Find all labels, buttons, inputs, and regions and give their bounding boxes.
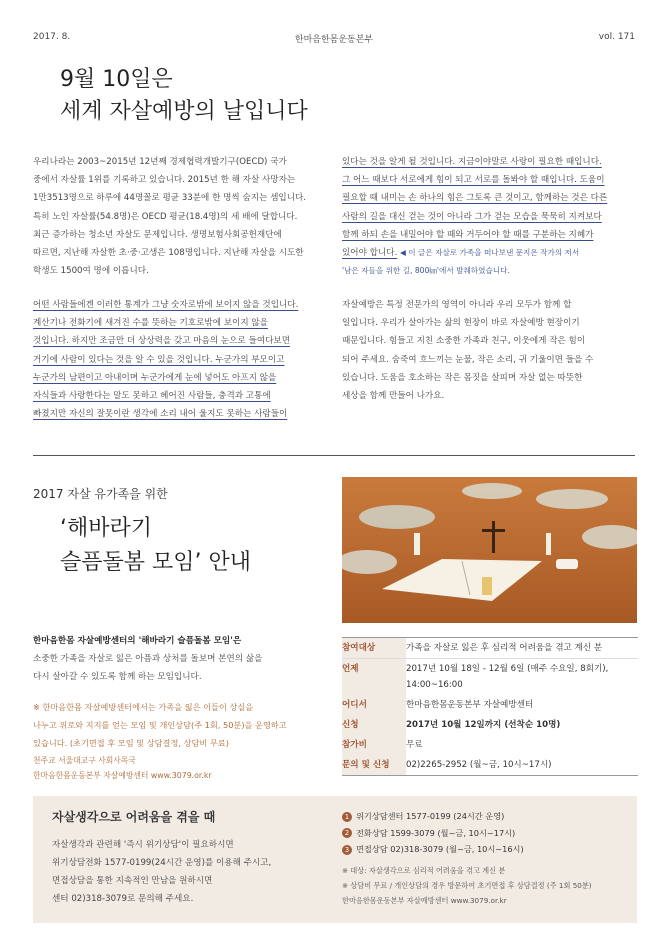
text-line: 세상을 함께 만들어 나가요.: [342, 391, 445, 402]
text-line: 중에서 자살률 1위를 기록하고 있습니다. 2015년 한 해 자살 사망자는: [33, 175, 296, 186]
help-box-body: [52, 836, 271, 908]
text-line: 특히 노인 자살률(54.8명)은 OECD 평균(18.4명)의 세 배에 달합니다.: [33, 211, 298, 222]
chapel-photo: [342, 477, 637, 623]
text-line: 자살생각과 관련해 '즉시 위기상담'이 필요하시면: [52, 840, 234, 850]
contact-line: [342, 825, 524, 842]
underlined-line: 어떤 사람들에겐 이러한 통계가 그냥 숫자로밖에 보이지 않을 것입니다.: [33, 300, 299, 310]
event-intro-lead: 한마음한몸 자살예방센터의 '해바라기 슬픔돌봄 모임'은: [33, 636, 242, 646]
last-line-with-note: [342, 244, 607, 262]
contact-line: [342, 841, 524, 858]
text-line: 따르면, 지난해 자살한 초·중·고생은 108명입니다. 지난해 자살을 시도한: [33, 248, 304, 259]
text-line: 위기상담전화 1577-0199(24시간 운영)를 이용해 주시고,: [52, 858, 272, 868]
table-row: [342, 755, 638, 776]
underlined-line: 거기에 사람이 있다는 것을 알 수 있을 것입니다. 누군가의 부모이고: [33, 354, 285, 365]
event-info-table: [342, 637, 638, 776]
info-value: 02)2265-2952 (월~금, 10시~17시): [406, 755, 638, 776]
text-line: 나누고 위로와 지지를 얻는 모임 및 개인상담(주 1회, 50분)을 운영하고: [33, 720, 287, 730]
table-row: [342, 659, 638, 696]
article-left-para2: [33, 296, 298, 423]
text-line: 우리나라는 2003~2015년 12년째 경제협력개발기구(OECD) 국가: [33, 157, 287, 167]
contact-text: 면접상담 02)318-3079 (월~금, 10시~16시): [356, 844, 524, 854]
table-row: [342, 735, 638, 755]
event-intro: [33, 632, 262, 686]
event-subtitle: 2017 자살 유가족을 위한: [33, 487, 168, 501]
article-title-line1: 9월 10일은: [60, 67, 173, 92]
text-line: 다시 살아갈 수 있도록 함께 하는 모임입니다.: [33, 672, 202, 682]
info-key: 문의 및 신청: [342, 755, 406, 776]
info-key: 신청: [342, 715, 406, 735]
text-line: 일입니다. 우리가 살아가는 삶의 현장이 바로 자살예방 현장이기: [342, 318, 580, 329]
info-value: 무료: [406, 740, 423, 750]
underlined-line: 사람의 길을 대신 걷는 것이 아니라 그가 걷는 모습을 묵묵히 지켜보다: [342, 211, 602, 222]
event-title-line1: ‘해바라기: [60, 516, 153, 541]
underlined-line: 것입니다. 하지만 조금만 더 상상력을 갖고 마음의 눈으로 들여다보면: [33, 336, 291, 347]
text-line: 센터 02)318-3079로 문의해 주세요.: [52, 894, 194, 904]
article-left-para1: [33, 153, 306, 280]
article-right-para2: [342, 296, 593, 405]
table-row: [342, 695, 638, 715]
contact-text: 전화상담 1599-3079 (월~금, 10시~17시): [356, 827, 516, 838]
article-title: [60, 64, 308, 128]
info-value: 2017년 10월 18일 - 12월 6일 (매주 수요일, 8회기), 14:00~16:00: [406, 664, 609, 690]
contact-text: 위기상담센터 1577-0199 (24시간 운영): [356, 811, 505, 821]
text-line: 때문입니다. 힘들고 지친 소중한 가족과 친구, 이웃에게 작은 힘이: [342, 336, 586, 347]
underlined-line: 있어야 합니다.: [342, 248, 398, 259]
underlined-line: 있다는 것을 알게 될 것입니다. 지금이야말로 사랑이 필요한 때입니다.: [342, 157, 602, 167]
article-right-para1: [342, 153, 607, 280]
info-key: 참여대상: [342, 638, 406, 659]
text-line: 되어 주세요. 숨죽여 흐느끼는 눈물, 작은 소리, 귀 기울이면 들을 수: [342, 354, 594, 365]
info-key: 언제: [342, 659, 406, 696]
text-line: 학생도 1500여 명에 이릅니다.: [33, 266, 149, 277]
number-badge: 1: [342, 812, 352, 822]
info-key: 어디서: [342, 695, 406, 715]
organizer-line1: 천주교 서울대교구 사회사목국: [33, 756, 136, 765]
text-line: 소중한 가족을 자살로 잃은 아픔과 상처를 돌보며 본연의 삶을: [33, 654, 263, 664]
note-line: 한마음한몸운동본부 자살예방센터 www.3079.or.kr: [342, 896, 507, 905]
organizer-line2: 한마음한몸운동본부 자살예방센터 www.3079.or.kr: [33, 771, 212, 780]
info-key: 참가비: [342, 735, 406, 755]
event-organizer: [33, 753, 212, 783]
text-line: 면접상담을 통한 지속적인 만남을 원하시면: [52, 876, 213, 886]
event-title-line2: 슬픔돌봄 모임’ 안내: [60, 550, 251, 575]
text-line: 자살예방은 특정 전문가의 영역이 아니라 우리 모두가 함께 할: [342, 300, 572, 310]
underlined-line: 누군가의 남편이고 아내이며 누군가에게 눈에 넣어도 아프지 않을: [33, 372, 277, 383]
header-org: 한마음한몸운동본부: [294, 35, 374, 45]
issue-date: 2017. 8.: [33, 32, 71, 42]
underlined-line: 함께 하되 손을 내밀어야 할 때와 거두어야 할 때를 구분하는 지혜가: [342, 229, 594, 240]
table-row: [342, 715, 638, 735]
event-notice: [33, 698, 287, 752]
underlined-line: 필요할 때 내미는 손 하나의 힘은 그토록 큰 것이고, 함께하는 것은 다른: [342, 193, 608, 204]
text-line: ※ 한마음한몸 자살예방센터에서는 가족을 잃은 이들이 상실을: [33, 702, 254, 712]
number-badge: 3: [342, 845, 352, 855]
article-title-line2: 세계 자살예방의 날입니다: [60, 99, 308, 124]
table-row: [342, 638, 638, 659]
note-line: ※ 대상: 자살생각으로 심리적 어려움을 겪고 계신 분: [342, 866, 506, 875]
number-badge: 2: [342, 828, 352, 838]
help-notes: [342, 863, 592, 908]
underlined-line: 그 어느 때보다 서로에게 힘이 되고 서로를 돌봐야 할 때입니다. 도움이: [342, 175, 605, 186]
help-contacts: [342, 808, 524, 858]
text-line: 있습니다. (초기면접 후 모임 및 상담결정, 상담비 무료): [33, 738, 229, 748]
underlined-line: 빠졌지만 자신의 잘못이란 생각에 소리 내어 울지도 못하는 사람들이: [33, 409, 288, 420]
source-note-2: '남은 자들을 위한 길, 800㎞'에서 발췌하였습니다.: [342, 266, 510, 276]
info-value: 가족을 자살로 잃은 후 심리적 어려움을 겪고 계신 분: [406, 638, 638, 659]
help-box-title: 자살생각으로 어려움을 겪을 때: [52, 810, 216, 824]
issue-volume: vol. 171: [598, 32, 635, 42]
info-value: 2017년 10월 12일까지 (선착순 10명): [406, 720, 561, 730]
underlined-line: 자식들과 사랑한다는 말도 못하고 헤어진 사람들, 충격과 고통에: [33, 391, 271, 402]
event-title: [60, 512, 251, 580]
text-line: 최근 증가하는 청소년 자살도 문제입니다. 생명보험사회공헌재단에: [33, 229, 282, 240]
text-line: 1만3513명으로 하루에 44명꼴로 평균 33분에 한 명씩 숨지는 셈입니다.: [33, 193, 307, 204]
info-value: 한마음한몸운동본부 자살예방센터: [406, 700, 534, 710]
note-line: ※ 상담비 무료 / 개인상담의 경우 방문하여 초기면접 후 상담결정 (주 1회 50분): [342, 881, 592, 890]
section-divider: [33, 455, 635, 456]
source-note-1: ◀ 이 글은 자살로 가족을 떠나보낸 문지온 작가의 저서: [400, 248, 580, 258]
text-line: 있습니다. 도움을 호소하는 작은 몸짓을 살피며 자살 없는 따뜻한: [342, 372, 583, 383]
contact-line: [342, 808, 524, 825]
underlined-line: 계산기나 전화기에 새겨진 수를 뜻하는 기호로밖에 보이지 않을: [33, 318, 268, 329]
